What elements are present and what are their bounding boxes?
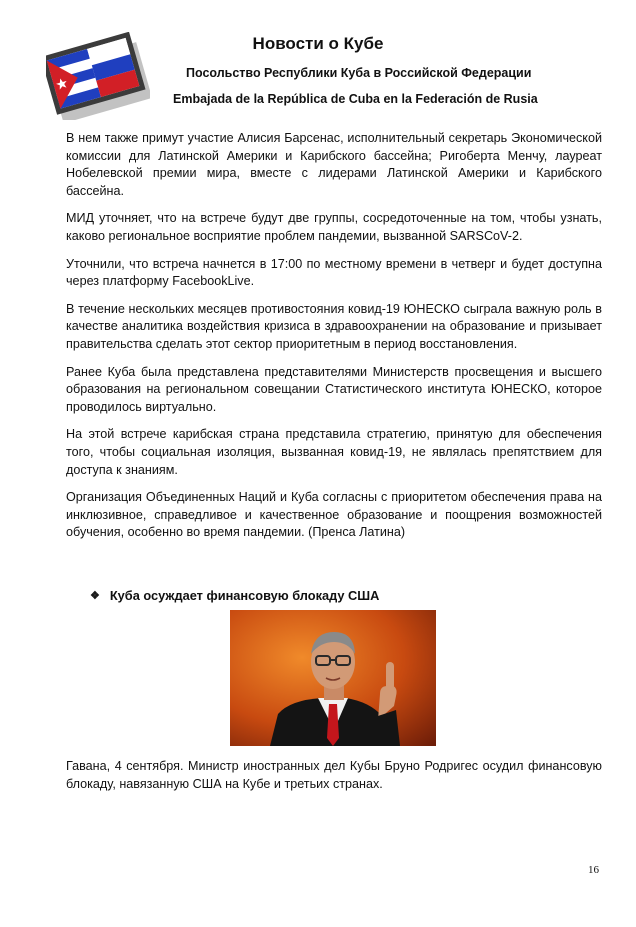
photo-caption: Гавана, 4 сентября. Министр иностранных дел Кубы Бруно Родригес осудил финансовую блокаду, навязанную США на Кубе и третьих странах.: [66, 759, 602, 791]
paragraph: В нем также примут участие Алисия Барсенас, исполнительный секретарь Экономической комиссии для Латинской Америки и Карибского бассейна; Ригоберта Менчу, лауреат Нобелевской премии мира, вместе с лидерами Латинской Америки и Карибского бассейна.: [66, 131, 602, 198]
speaker-photo: [230, 610, 436, 746]
paragraph: На этой встрече карибская страна представила стратегию, принятую для обеспечения того, чтобы социальная изоляция, вызванная ковид-19, не являлась препятствием для доступа к знаниям.: [66, 427, 602, 477]
page-title: Новости о Кубе: [252, 34, 384, 53]
news-headline: [90, 588, 379, 603]
paragraph: В течение нескольких месяцев противостояния ковид-19 ЮНЕСКО сыграла важную роль в качестве аналитика воздействия кризиса в здравоохранении на образование и призывает правительства сделать этот сектор приоритетным в период восстановления.: [66, 301, 602, 351]
paragraph: Организация Объединенных Наций и Куба согласны с приоритетом обеспечения права на инклюзивное, справедливое и качественное образование и поощрения возможностей обучения, особенно во время пандемии. (Пренса Латина): [66, 490, 602, 540]
diamond-bullet-icon: ❖: [90, 590, 100, 602]
headline-text: Куба осуждает финансовую блокаду США: [109, 588, 380, 603]
paragraph: Уточнили, что встреча начнется в 17:00 по местному времени в четверг и будет доступна через платформу FacebookLive.: [66, 256, 602, 289]
paragraph: МИД уточняет, что на встрече будут две группы, сосредоточенные на том, чтобы узнать, каково региональное восприятие проблем пандемии, вызванной SARSCoV-2.: [66, 211, 602, 243]
embassy-name-ru: Посольство Республики Куба в Российской Федерации: [186, 66, 532, 80]
page-number: 16: [588, 864, 599, 876]
paragraph: Ранее Куба была представлена представителями Министерств просвещения и высшего образования на региональном совещании Статистического института ЮНЕСКО, которое проводилось виртуально.: [66, 364, 602, 414]
article-body: [66, 130, 602, 552]
embassy-name-es: Embajada de la República de Cuba en la Federación de Rusia: [173, 92, 538, 106]
